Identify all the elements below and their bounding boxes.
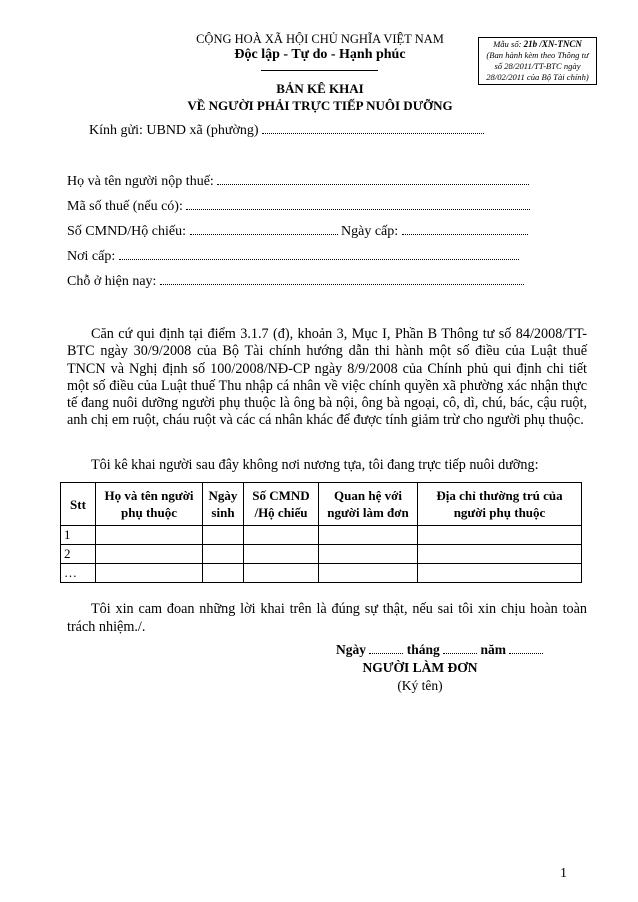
issue-date-label: Ngày cấp: — [341, 224, 399, 239]
row-index: 2 — [61, 545, 96, 564]
form-ref-line-1: (Ban hành kèm theo Thông tư — [486, 50, 589, 60]
col-header-dob: Ngày sinh — [203, 483, 244, 526]
day-label: Ngày — [336, 642, 366, 657]
id-number-label: Số CMND/Hộ chiếu: — [67, 224, 186, 239]
year-fill[interactable] — [509, 643, 543, 654]
tax-code-label: Mã số thuế (nếu có): — [67, 199, 183, 214]
taxpayer-name-field — [67, 172, 529, 191]
document-title-line-1: BẢN KÊ KHAI — [276, 81, 364, 96]
row-index: … — [61, 564, 96, 583]
cell-address[interactable] — [418, 564, 582, 583]
cell-id[interactable] — [244, 526, 319, 545]
form-ref-line-2: số 28/2011/TT-BTC ngày — [494, 61, 581, 71]
issue-date-fill[interactable] — [402, 222, 528, 235]
cell-dob[interactable] — [203, 564, 244, 583]
dependents-table — [60, 482, 582, 583]
table-row — [61, 564, 582, 583]
tax-code-fill[interactable] — [186, 197, 530, 210]
cell-name[interactable] — [96, 545, 203, 564]
issue-place-fill[interactable] — [119, 247, 519, 260]
current-address-fill[interactable] — [160, 272, 524, 285]
national-motto: Độc lập - Tự do - Hạnh phúc — [234, 47, 406, 62]
cell-relation[interactable] — [319, 545, 418, 564]
table-row — [61, 526, 582, 545]
cell-name[interactable] — [96, 526, 203, 545]
cell-name[interactable] — [96, 564, 203, 583]
header-divider — [261, 70, 378, 71]
cell-dob[interactable] — [203, 526, 244, 545]
cell-id[interactable] — [244, 545, 319, 564]
current-address-field — [67, 272, 524, 291]
tax-code-field — [67, 197, 530, 216]
col-header-id: Số CMND /Hộ chiếu — [244, 483, 319, 526]
document-title — [130, 80, 510, 114]
signer-title: NGƯỜI LÀM ĐƠN — [362, 660, 478, 675]
col-header-relation: Quan hệ với người làm đơn — [319, 483, 418, 526]
current-address-label: Chỗ ở hiện nay: — [67, 274, 157, 289]
issue-place-field — [67, 247, 519, 266]
cell-relation[interactable] — [319, 526, 418, 545]
cell-id[interactable] — [244, 564, 319, 583]
legal-basis-paragraph: Căn cứ qui định tại điểm 3.1.7 (đ), khoản 3, Mục I, Phần B Thông tư số 84/2008/TT-BTC ngày 30/9/2008 của Bộ Tài chính hướng dẫn thi hành một số điều của Luật thuế TNCN và Nghị định số 100/2008/NĐ-CP ngày 8/9/2008 của Chính phủ qui định chi tiết một số điều của Luật thuế Thu nhập cá nhân về việc chính quyền xã phường xác nhận thực tế đang nuôi dưỡng người phụ thuộc là ông bà nội, ông bà ngoại, cô, dì, chú, bác, cậu ruột, anh chị em ruột, cháu ruột và các cá nhân khác để được tính giảm trừ cho người phụ thuộc. — [67, 326, 587, 429]
col-header-address: Địa chỉ thường trú của người phụ thuộc — [418, 483, 582, 526]
signature-note: (Ký tên) — [397, 678, 443, 693]
form-code-prefix: Mẫu số: — [493, 39, 522, 49]
month-label: tháng — [406, 642, 440, 657]
page-number: 1 — [560, 866, 567, 881]
recipient-fill[interactable] — [262, 121, 484, 134]
table-row — [61, 545, 582, 564]
year-label: năm — [480, 642, 507, 657]
id-number-field — [67, 222, 528, 241]
signature-date-line — [336, 642, 543, 658]
taxpayer-name-fill[interactable] — [217, 172, 529, 185]
cell-dob[interactable] — [203, 545, 244, 564]
recipient-label: Kính gửi: UBND xã (phường) — [89, 123, 259, 138]
form-code-box — [478, 37, 597, 85]
issue-place-label: Nơi cấp: — [67, 249, 116, 264]
form-ref-line-3: 28/02/2011 của Bộ Tài chính) — [486, 72, 589, 82]
day-fill[interactable] — [369, 643, 403, 654]
recipient-line — [89, 121, 484, 140]
month-fill[interactable] — [443, 643, 477, 654]
commitment-paragraph: Tôi xin cam đoan những lời khai trên là đúng sự thật, nếu sai tôi xin chịu hoàn toàn trách nhiệm./. — [67, 601, 587, 635]
national-title: CỘNG HOÀ XÃ HỘI CHỦ NGHĨA VIỆT NAM — [196, 32, 444, 46]
cell-relation[interactable] — [319, 564, 418, 583]
taxpayer-name-label: Họ và tên người nộp thuế: — [67, 174, 214, 189]
col-header-stt: Stt — [61, 483, 96, 526]
document-title-line-2: VỀ NGƯỜI PHẢI TRỰC TIẾP NUÔI DƯỠNG — [187, 98, 453, 113]
row-index: 1 — [61, 526, 96, 545]
id-number-fill[interactable] — [190, 222, 338, 235]
table-header-row — [61, 483, 582, 526]
declaration-intro: Tôi kê khai người sau đây không nơi nương tựa, tôi đang trực tiếp nuôi dưỡng: — [91, 457, 539, 473]
col-header-name: Họ và tên người phụ thuộc — [96, 483, 203, 526]
cell-address[interactable] — [418, 526, 582, 545]
cell-address[interactable] — [418, 545, 582, 564]
form-code: 21b /XN-TNCN — [523, 39, 582, 49]
